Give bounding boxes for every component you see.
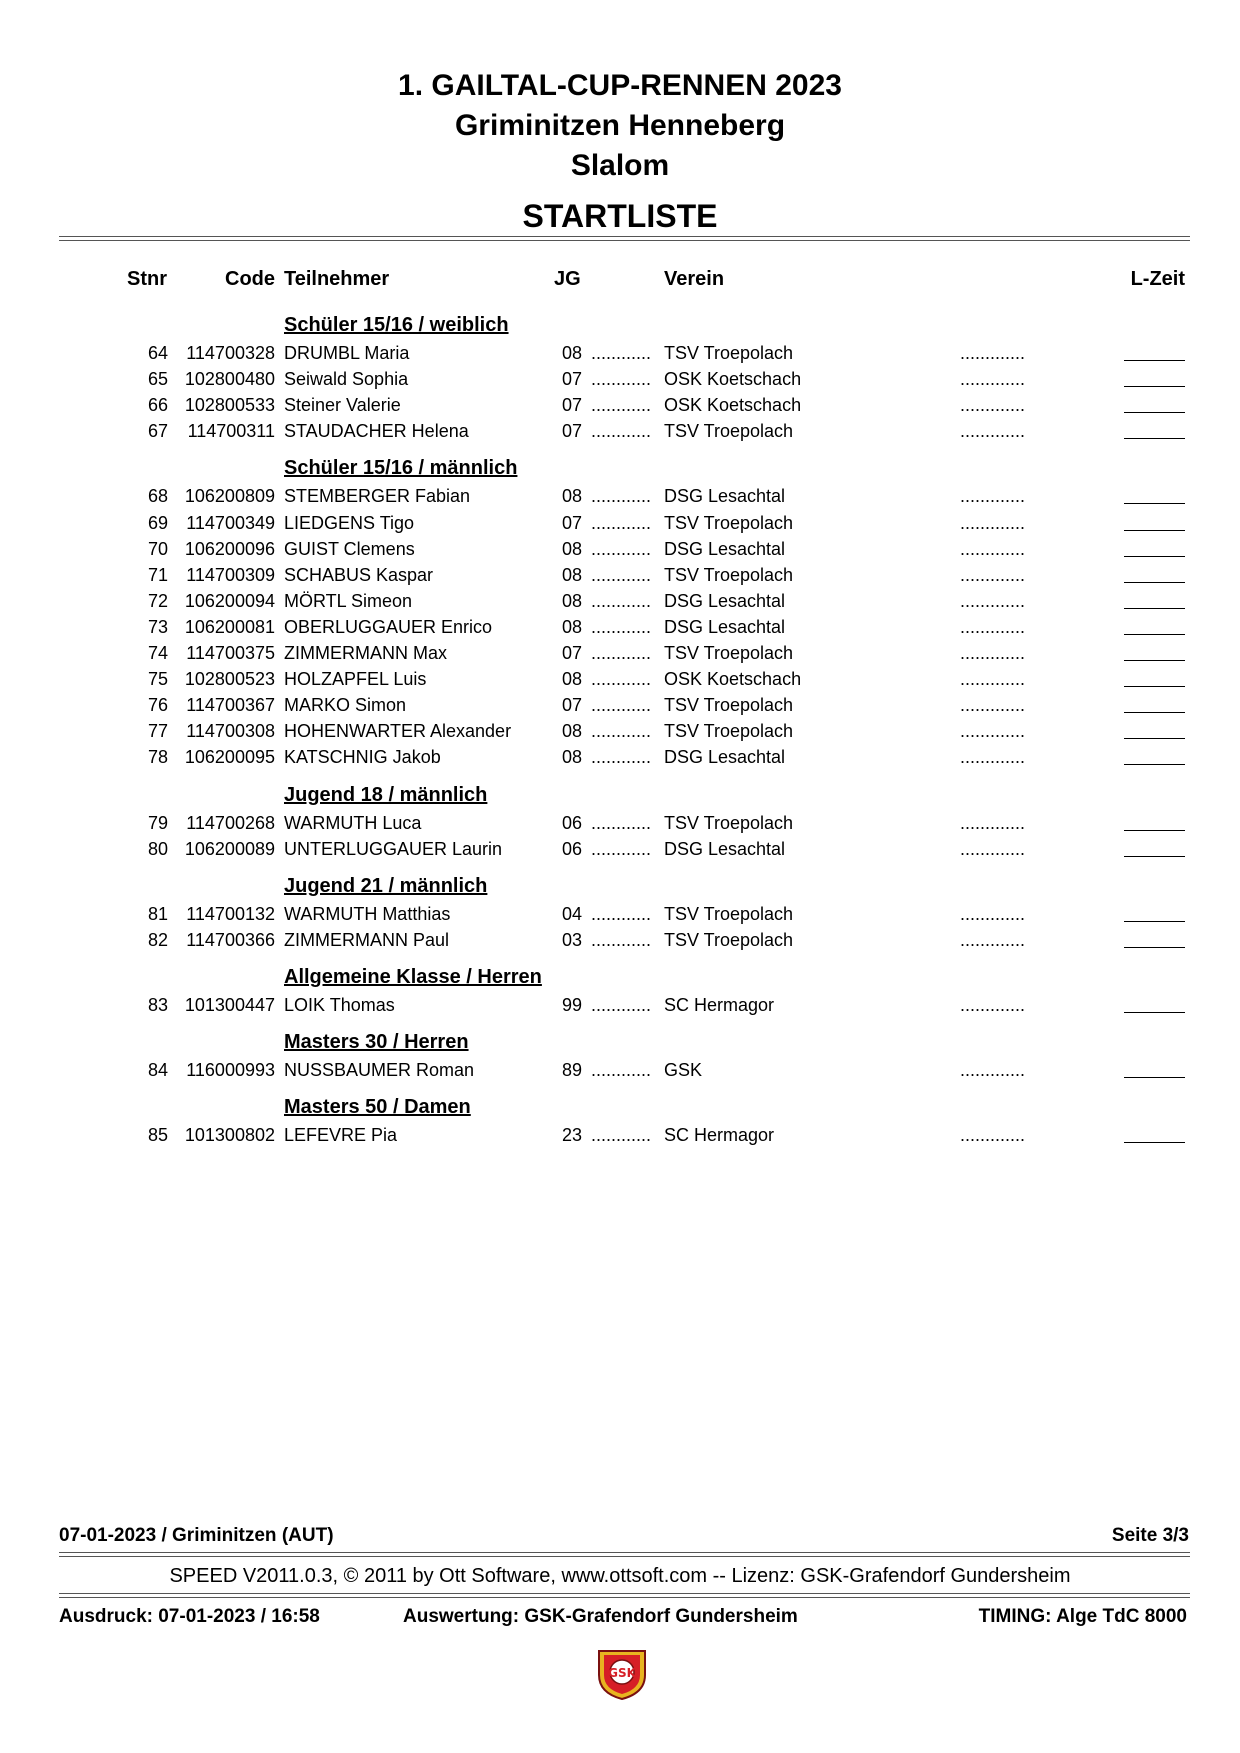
club-name: TSV Troepolach [664,421,794,442]
racer-name: MARKO Simon [284,695,407,716]
racer-name: LEFEVRE Pia [284,1125,398,1146]
dots-filler: ............. [960,616,1026,637]
list-row [0,692,1240,718]
dots-filler: ............ [591,929,652,950]
racer-code: 106200089 [184,838,275,859]
dots-filler: ............ [591,695,652,716]
start-number: 84 [147,1060,168,1080]
time-entry-line [1124,386,1185,387]
dots-filler: ............ [591,421,652,442]
racer-code: 102800533 [184,395,275,416]
club-name: DSG Lesachtal [664,486,786,507]
start-number: 78 [147,747,168,768]
racer-name: HOHENWARTER Alexander [284,721,512,742]
dots-filler: ............ [591,512,652,533]
racer-code: 116000993 [186,1060,275,1080]
racer-name: WARMUTH Matthias [284,903,451,924]
racer-name: Steiner Valerie [284,395,401,416]
col-header-club: Verein [664,268,725,290]
dots-filler: ............ [591,721,652,742]
racer-name: Seiwald Sophia [284,369,409,390]
birth-year: 08 [562,538,583,559]
club-name: TSV Troepolach [664,643,794,663]
footer-date-place: 07-01-2023 / Griminitzen (AUT) [59,1525,334,1546]
dots-filler: ............. [960,421,1026,442]
racer-name: OBERLUGGAUER Enrico [284,616,493,637]
club-name: DSG Lesachtal [664,616,786,637]
birth-year: 08 [562,486,583,507]
dots-filler: ............ [591,395,652,416]
list-row [0,536,1240,562]
racer-code: 114700311 [187,421,275,442]
birth-year: 89 [562,1060,583,1080]
footer-software-notice: SPEED V2011.0.3, © 2011 by Ott Software, www.ottsoft.com -- Lizenz: GSK-Grafendorf Gundersheim [169,1565,1071,1587]
time-entry-line [1124,1012,1185,1013]
dots-filler: ............. [960,721,1026,742]
start-number: 71 [147,564,168,585]
club-name: TSV Troepolach [664,812,794,833]
dots-filler: ............ [591,538,652,559]
birth-year: 04 [562,903,583,924]
time-entry-line [1124,764,1185,765]
racer-name: NUSSBAUMER Roman [284,1060,475,1080]
start-number: 80 [147,838,168,859]
dots-filler: ............ [591,812,652,833]
start-number: 75 [147,669,168,690]
list-row [0,992,1240,1018]
time-entry-line [1124,712,1185,713]
birth-year: 08 [562,564,583,585]
time-entry-line [1124,608,1185,609]
time-entry-line [1124,503,1185,504]
time-entry-line [1124,830,1185,831]
start-number: 83 [147,994,168,1015]
racer-name: MÖRTL Simeon [284,590,413,611]
club-name: OSK Koetschach [664,395,802,416]
club-name: TSV Troepolach [664,929,794,950]
footer-divider-top [59,1552,1190,1557]
racer-name: HOLZAPFEL Luis [284,669,427,690]
dots-filler: ............. [960,590,1026,611]
racer-name: SCHABUS Kaspar [284,564,434,585]
list-row [0,718,1240,744]
group-title: Masters 50 / Damen [284,1096,471,1119]
dots-filler: ............ [591,1060,652,1080]
birth-year: 99 [562,994,583,1015]
list-row [0,744,1240,770]
group-title: Schüler 15/16 / männlich [284,457,518,480]
time-entry-line [1124,738,1185,739]
birth-year: 06 [562,838,583,859]
group-title: Jugend 21 / männlich [284,874,488,897]
club-name: OSK Koetschach [664,669,802,690]
footer-divider-bottom [59,1593,1190,1598]
time-entry-line [1124,556,1185,557]
group-title: Allgemeine Klasse / Herren [284,965,542,988]
club-name: DSG Lesachtal [664,747,786,768]
birth-year: 07 [562,421,583,442]
dots-filler: ............. [960,486,1026,507]
dots-filler: ............ [591,747,652,768]
racer-code: 102800480 [184,369,275,390]
time-entry-line [1124,582,1185,583]
racer-name: UNTERLUGGAUER Laurin [284,838,503,859]
col-header-name: Teilnehmer [284,268,390,290]
club-name: DSG Lesachtal [664,838,786,859]
dots-filler: ............. [960,564,1026,585]
dots-filler: ............ [591,994,652,1015]
birth-year: 07 [562,643,583,663]
start-number: 82 [147,929,168,950]
club-name: DSG Lesachtal [664,538,786,559]
dots-filler: ............ [591,643,652,663]
list-row [0,418,1240,444]
birth-year: 08 [562,669,583,690]
start-number: 79 [147,812,168,833]
dots-filler: ............. [960,1060,1026,1080]
dots-filler: ............ [591,486,652,507]
start-number: 68 [147,486,168,507]
group-title: Jugend 18 / männlich [284,783,488,806]
birth-year: 06 [562,812,583,833]
svg-text:GSK: GSK [608,1666,636,1680]
col-header-time: L-Zeit [1130,268,1185,290]
list-row [0,901,1240,927]
racer-code: 106200096 [184,538,275,559]
time-entry-line [1124,634,1185,635]
start-number: 72 [147,590,168,611]
footer-printout: Ausdruck: 07-01-2023 / 16:58 [59,1606,320,1627]
start-number: 73 [147,616,168,637]
club-name: TSV Troepolach [664,564,794,585]
birth-year: 07 [562,369,583,390]
col-header-jg: JG [554,268,581,290]
dots-filler: ............. [960,395,1026,416]
list-type-title: STARTLISTE [522,198,718,234]
dots-filler: ............ [591,1125,652,1146]
dots-filler: ............ [591,903,652,924]
birth-year: 08 [562,747,583,768]
time-entry-line [1124,530,1185,531]
dots-filler: ............. [960,643,1026,663]
time-entry-line [1124,412,1185,413]
racer-name: WARMUTH Luca [284,812,422,833]
time-entry-line [1124,856,1185,857]
start-number: 69 [147,512,168,533]
dots-filler: ............. [960,343,1026,363]
start-number: 74 [147,643,168,663]
list-row [0,510,1240,536]
list-row [0,614,1240,640]
dots-filler: ............ [591,616,652,637]
group-title: Schüler 15/16 / weiblich [284,314,509,336]
list-row [0,1122,1240,1148]
time-entry-line [1124,438,1185,439]
racer-code: 114700132 [186,903,275,924]
time-entry-line [1124,1077,1185,1078]
dots-filler: ............ [591,669,652,690]
racer-code: 102800523 [184,669,275,690]
racer-name: LIEDGENS Tigo [284,512,415,533]
birth-year: 08 [562,616,583,637]
club-name: TSV Troepolach [664,721,794,742]
start-number: 81 [147,903,168,924]
racer-code: 114700328 [186,343,275,363]
racer-code: 114700375 [186,643,275,663]
time-entry-line [1124,360,1185,361]
dots-filler: ............. [960,747,1026,768]
venue-title: Griminitzen Henneberg [454,109,786,142]
start-number: 64 [147,343,168,363]
dots-filler: ............ [591,838,652,859]
birth-year: 08 [562,343,583,363]
dots-filler: ............. [960,538,1026,559]
dots-filler: ............. [960,1125,1026,1146]
racer-name: STAUDACHER Helena [284,421,469,442]
list-row [0,483,1240,509]
club-name: OSK Koetschach [664,369,802,390]
start-number: 85 [147,1125,168,1146]
footer-page-number: Seite 3/3 [1111,1525,1189,1546]
discipline-title: Slalom [570,149,670,182]
racer-code: 101300447 [184,994,275,1015]
racer-code: 114700349 [186,512,275,533]
footer-timing: TIMING: Alge TdC 8000 [978,1606,1187,1627]
list-row [0,640,1240,666]
start-number: 66 [147,395,168,416]
list-row [0,1057,1240,1083]
dots-filler: ............ [591,369,652,390]
footer-evaluation: Auswertung: GSK-Grafendorf Gundersheim [403,1606,798,1627]
list-row [0,562,1240,588]
racer-name: KATSCHNIG Jakob [284,747,441,768]
time-entry-line [1124,947,1185,948]
racer-code: 114700367 [186,695,275,716]
start-number: 70 [147,538,168,559]
club-name: DSG Lesachtal [664,590,786,611]
dots-filler: ............. [960,669,1026,690]
list-row [0,836,1240,862]
birth-year: 08 [562,721,583,742]
list-row [0,666,1240,692]
birth-year: 23 [562,1125,583,1146]
dots-filler: ............. [960,838,1026,859]
club-name: TSV Troepolach [664,695,794,716]
dots-filler: ............. [960,695,1026,716]
birth-year: 08 [562,590,583,611]
group-title: Masters 30 / Herren [284,1031,469,1053]
list-row [0,588,1240,614]
racer-name: DRUMBL Maria [284,343,410,363]
time-entry-line [1124,1142,1185,1143]
list-row [0,810,1240,836]
start-number: 76 [147,695,168,716]
dots-filler: ............. [960,512,1026,533]
start-number: 67 [147,421,168,442]
racer-code: 114700268 [186,812,275,833]
racer-code: 114700308 [186,721,275,742]
start-number: 65 [147,369,168,390]
racer-code: 106200095 [184,747,275,768]
racer-code: 106200809 [184,486,275,507]
racer-name: LOIK Thomas [284,994,395,1015]
list-row [0,366,1240,392]
racer-name: ZIMMERMANN Paul [284,929,450,950]
birth-year: 07 [562,512,583,533]
time-entry-line [1124,660,1185,661]
dots-filler: ............. [960,929,1026,950]
dots-filler: ............ [591,564,652,585]
racer-code: 114700309 [186,564,275,585]
start-number: 77 [147,721,168,742]
birth-year: 07 [562,395,583,416]
list-row [0,392,1240,418]
dots-filler: ............. [960,812,1026,833]
birth-year: 07 [562,695,583,716]
col-header-code: Code [225,268,275,290]
time-entry-line [1124,921,1185,922]
racer-name: ZIMMERMANN Max [284,643,447,663]
club-name: GSK [664,1060,703,1080]
dots-filler: ............. [960,369,1026,390]
club-name: TSV Troepolach [664,903,794,924]
dots-filler: ............ [591,590,652,611]
club-name: TSV Troepolach [664,343,794,363]
list-row [0,340,1240,366]
club-name: SC Hermagor [664,994,775,1015]
club-name: TSV Troepolach [664,512,794,533]
col-header-stnr: Stnr [127,268,167,290]
club-name: SC Hermagor [664,1125,775,1146]
racer-code: 101300802 [184,1125,275,1146]
time-entry-line [1124,686,1185,687]
dots-filler: ............. [960,994,1026,1015]
birth-year: 03 [562,929,583,950]
dots-filler: ............. [960,903,1026,924]
racer-code: 106200081 [184,616,275,637]
event-title: 1. GAILTAL-CUP-RENNEN 2023 [398,69,842,102]
racer-name: STEMBERGER Fabian [284,486,471,507]
dots-filler: ............ [591,343,652,363]
racer-code: 106200094 [184,590,275,611]
list-row [0,927,1240,953]
club-logo [593,1645,651,1701]
racer-name: GUIST Clemens [284,538,415,559]
racer-code: 114700366 [186,929,275,950]
